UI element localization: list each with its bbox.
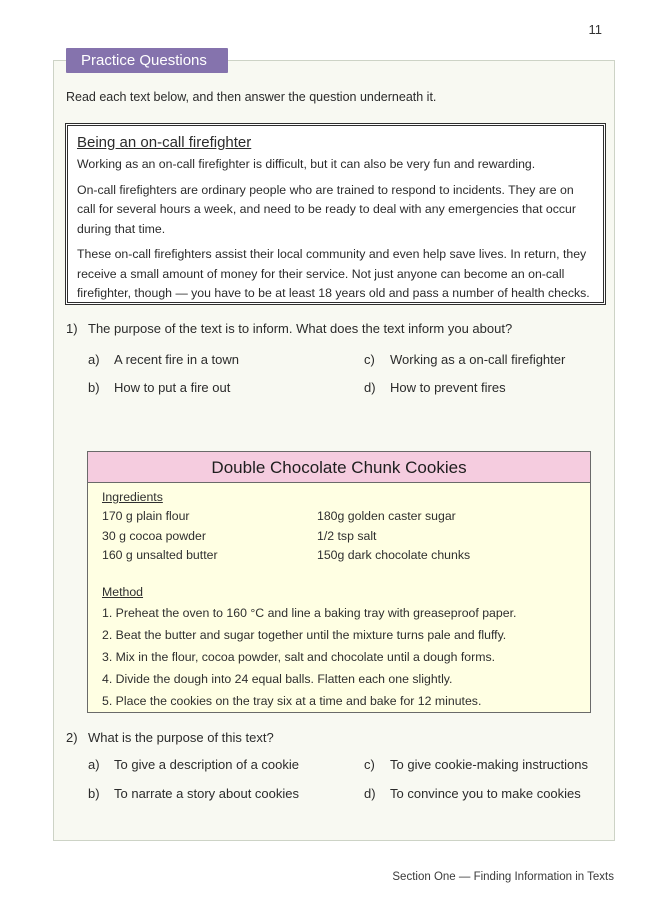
- method-step: 1. Preheat the oven to 160 °C and line a baking tray with greaseproof paper.: [102, 605, 517, 620]
- option-text: How to put a fire out: [114, 380, 231, 395]
- question-1-option-b[interactable]: [88, 380, 230, 395]
- recipe-box: [87, 451, 591, 713]
- option-letter: a): [88, 757, 100, 772]
- option-letter: d): [364, 786, 376, 801]
- ingredients-heading: Ingredients: [102, 490, 163, 504]
- method-step: 4. Divide the dough into 24 equal balls. Flatten each one slightly.: [102, 671, 453, 686]
- option-letter: c): [364, 352, 375, 367]
- ingredient-item: 160 g unsalted butter: [102, 548, 218, 562]
- ingredients-column-left: [102, 507, 317, 566]
- question-2-text: What is the purpose of this text?: [88, 730, 274, 745]
- ingredient-item: 1/2 tsp salt: [317, 528, 377, 543]
- question-2-option-b[interactable]: [88, 786, 299, 801]
- option-letter: c): [364, 757, 375, 772]
- option-text: To convince you to make cookies: [390, 786, 581, 801]
- method-heading: Method: [102, 584, 144, 599]
- question-2-option-a[interactable]: [88, 757, 299, 772]
- firefighter-paragraph: These on-call firefighters assist their local community and even help save lives. In return, they receive a small amount of money for their service. Not just anyone can become an on-call firefighter, though — you have to be at least 18 years old and pass a number of health checks.: [77, 247, 590, 300]
- option-letter: b): [88, 786, 100, 801]
- option-letter: a): [88, 352, 100, 367]
- option-letter: d): [364, 380, 376, 395]
- firefighter-text-box: [65, 123, 606, 305]
- option-text: To give a description of a cookie: [114, 757, 299, 772]
- question-2-option-d[interactable]: [364, 786, 581, 801]
- ingredient-item: 170 g plain flour: [102, 509, 190, 523]
- option-text: Working as a on-call firefighter: [390, 352, 566, 367]
- practice-questions-tab: Practice Questions: [66, 48, 228, 73]
- recipe-title: Double Chocolate Chunk Cookies: [88, 452, 590, 483]
- ingredient-item: 150g dark chocolate chunks: [317, 548, 471, 562]
- option-text: To give cookie-making instructions: [390, 757, 588, 772]
- question-1-number: 1): [66, 321, 78, 336]
- section-footer: Section One — Finding Information in Texts: [392, 871, 614, 883]
- page-number: 11: [588, 22, 602, 37]
- option-text: A recent fire in a town: [114, 352, 240, 367]
- question-1-option-c[interactable]: [364, 352, 565, 367]
- method-step: 2. Beat the butter and sugar together until the mixture turns pale and fluffy.: [102, 627, 507, 642]
- method-step: 3. Mix in the flour, cocoa powder, salt and chocolate until a dough forms.: [102, 649, 496, 664]
- option-text: How to prevent fires: [390, 380, 506, 395]
- firefighter-title: Being an on-call firefighter: [77, 134, 252, 151]
- firefighter-paragraph: On-call firefighters are ordinary people who are trained to respond to incidents. They are on call for several hours a week, and need to be ready to deal with any emergencies that occur during that time.: [77, 182, 576, 236]
- ingredient-item: 180g golden caster sugar: [317, 509, 456, 523]
- question-1-option-d[interactable]: [364, 380, 506, 395]
- question-1: [66, 321, 512, 336]
- question-1-text: The purpose of the text is to inform. What does the text inform you about?: [88, 321, 513, 336]
- question-2-number: 2): [66, 730, 78, 745]
- question-2-option-c[interactable]: [364, 757, 588, 772]
- instructions-text: Read each text below, and then answer the question underneath it.: [66, 90, 437, 104]
- method-list: [102, 602, 576, 712]
- method-step: 5. Place the cookies on the tray six at a time and bake for 12 minutes.: [102, 693, 482, 708]
- firefighter-paragraph: Working as an on-call firefighter is difficult, but it can also be very fun and rewarding.: [77, 157, 536, 171]
- option-text: To narrate a story about cookies: [114, 786, 299, 801]
- recipe-body: [88, 483, 590, 717]
- question-1-option-a[interactable]: [88, 352, 239, 367]
- option-letter: b): [88, 380, 100, 395]
- ingredient-item: 30 g cocoa powder: [102, 528, 206, 543]
- question-2: [66, 730, 274, 745]
- ingredients-list: [102, 507, 576, 566]
- ingredients-column-right: [317, 507, 532, 566]
